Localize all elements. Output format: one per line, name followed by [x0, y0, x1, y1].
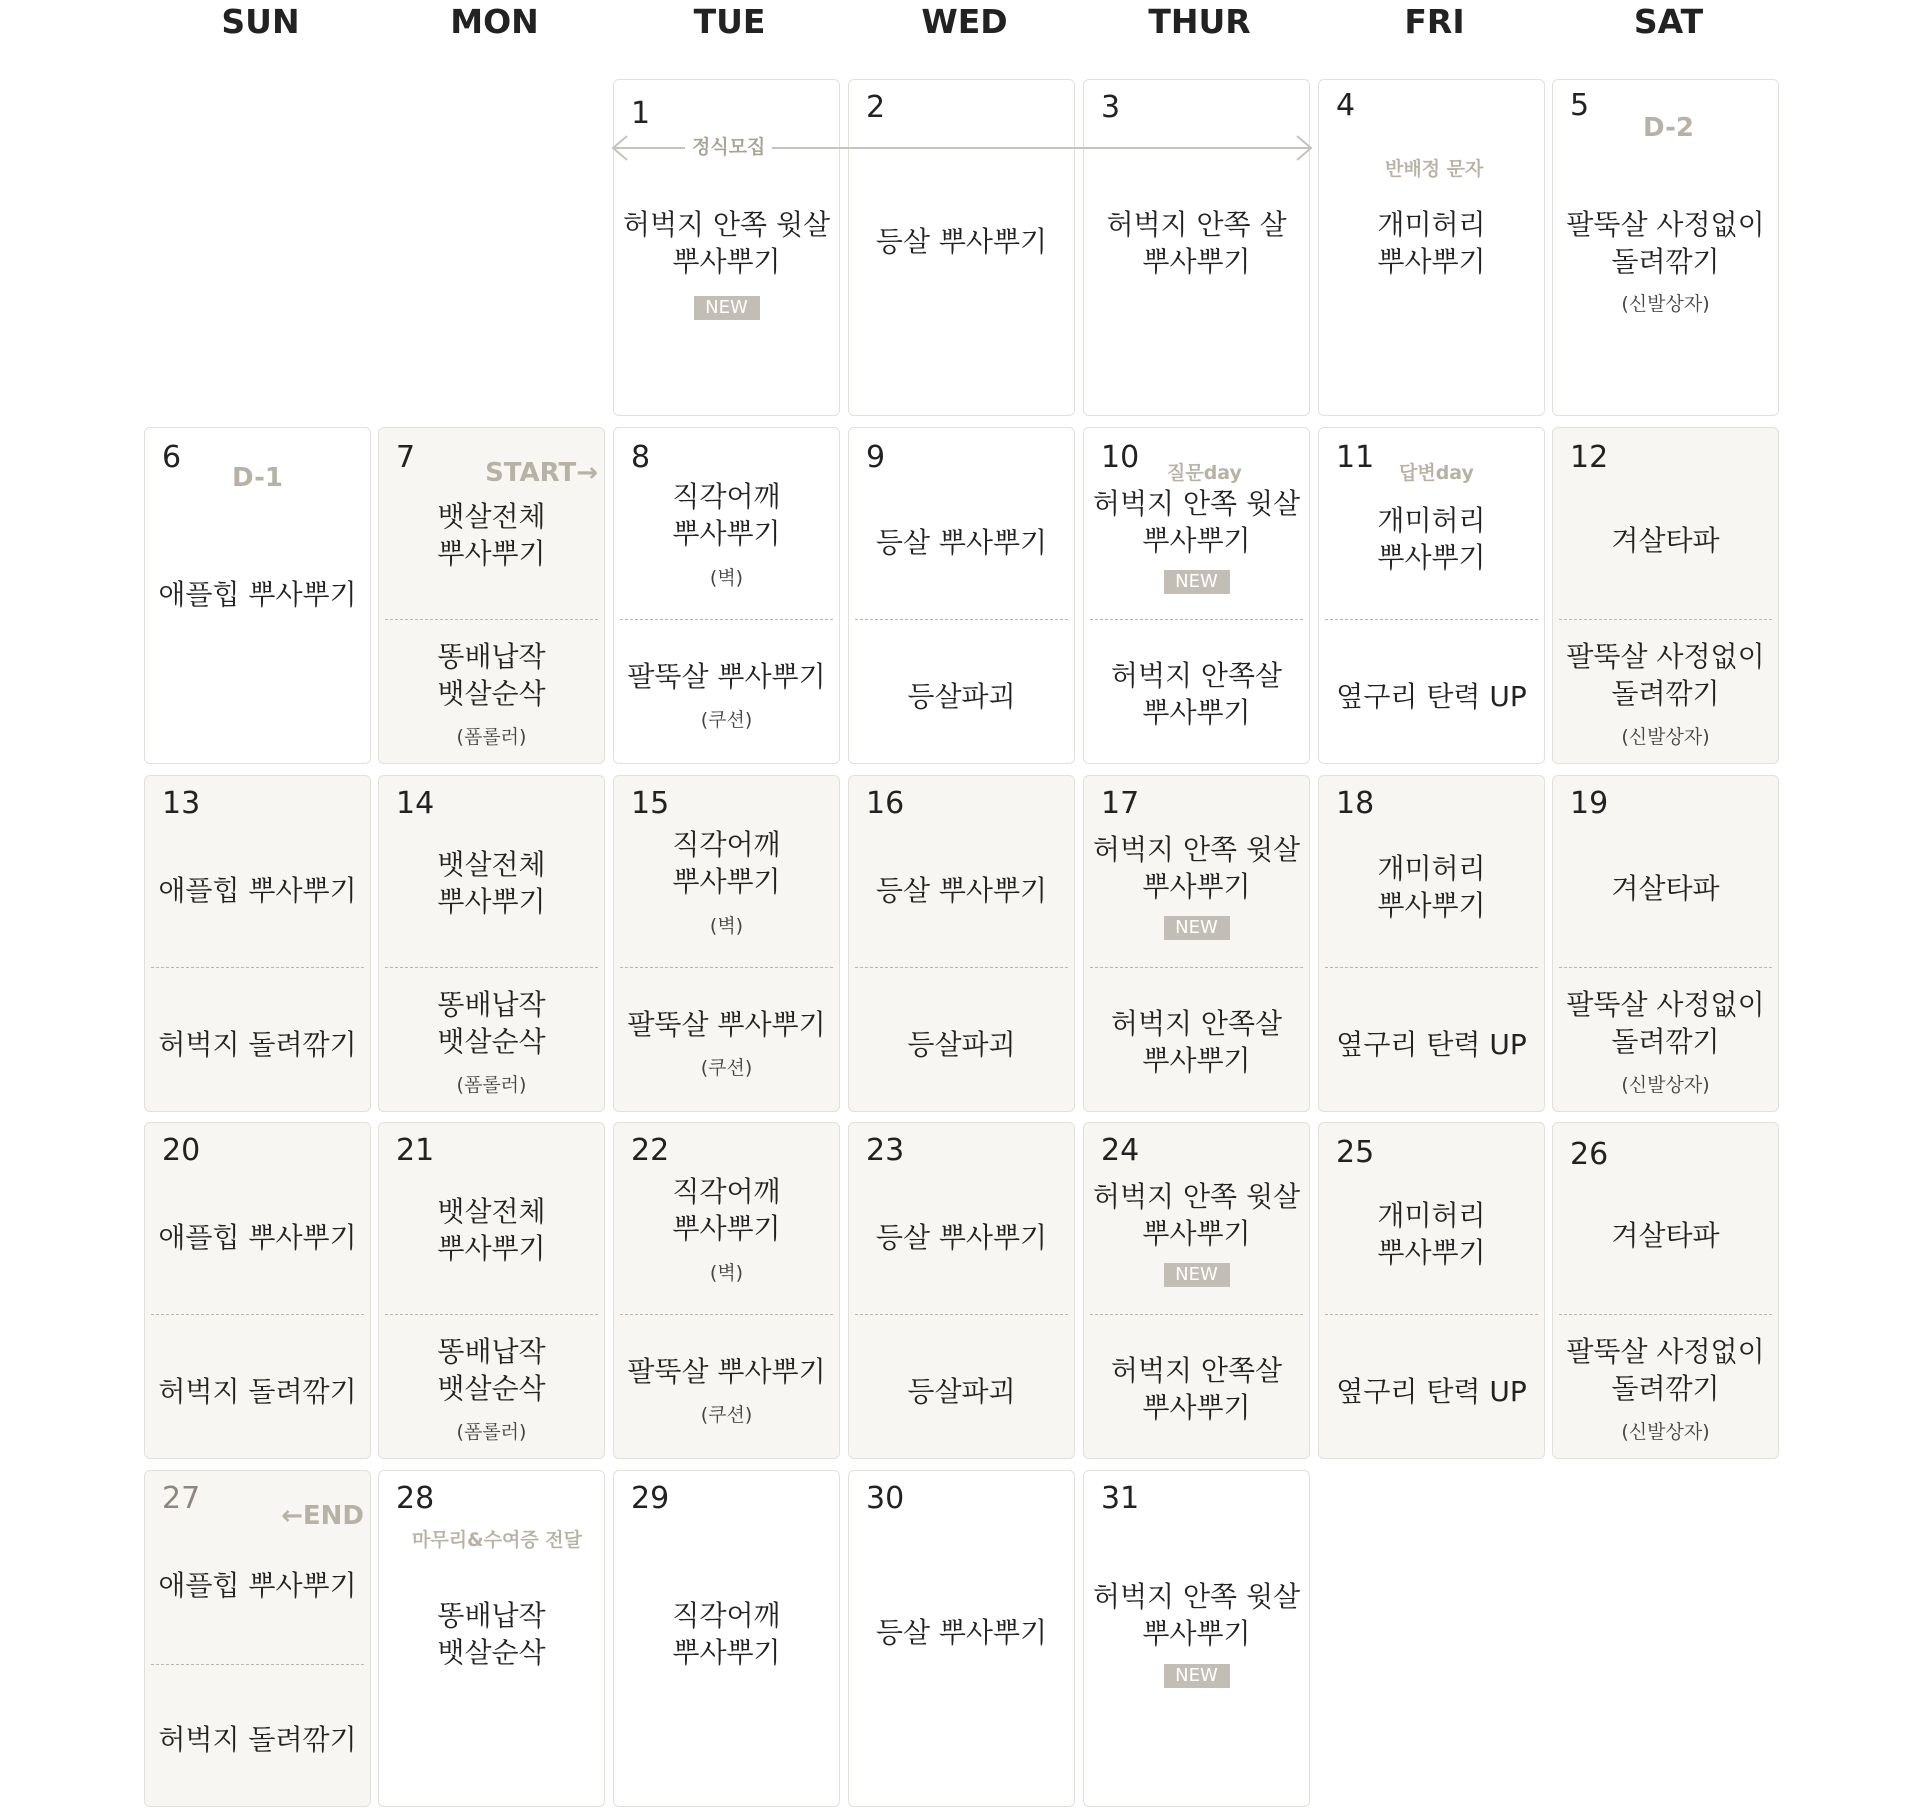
divider	[1090, 619, 1303, 620]
workout-title-top: 뱃살전체 뿌사뿌기	[437, 1195, 546, 1265]
day-number: 29	[631, 1481, 670, 1516]
divider	[855, 1314, 1068, 1315]
workout-title: 똥배납작 뱃살순삭	[437, 1599, 546, 1669]
workout-title-bottom: 똥배납작 뱃살순삭	[437, 1335, 546, 1405]
day-number: 20	[162, 1133, 201, 1168]
day-cell-25[interactable]	[1318, 1122, 1545, 1459]
equipment-note: (벽)	[709, 567, 744, 589]
new-badge: NEW	[1164, 1664, 1230, 1688]
day-cell-15[interactable]	[613, 775, 840, 1112]
countdown-label: D-1	[232, 463, 283, 493]
workout-title-top: 개미허리 뿌사뿌기	[1377, 852, 1486, 922]
workout-title: 애플힙 뿌사뿌기	[158, 578, 357, 611]
day-cell-24[interactable]	[1083, 1122, 1310, 1459]
workout-title-bottom: 똥배납작 뱃살순삭	[437, 988, 546, 1058]
divider	[1559, 967, 1772, 968]
day-number: 4	[1336, 88, 1356, 123]
weekday-tue: TUE	[693, 2, 766, 41]
day-cell-4[interactable]	[1318, 79, 1545, 416]
weekday-sun: SUN	[221, 2, 300, 41]
divider	[151, 1664, 364, 1665]
start-label: START→	[485, 458, 598, 488]
day-cell-3[interactable]	[1083, 79, 1310, 416]
new-badge: NEW	[694, 296, 760, 320]
day-number: 21	[396, 1133, 435, 1168]
workout-title-top: 애플힙 뿌사뿌기	[158, 1569, 357, 1602]
workout-title-bottom: 팔뚝살 뿌사뿌기	[627, 1008, 826, 1041]
divider	[1325, 619, 1538, 620]
event-label: 답변day	[1399, 462, 1474, 484]
day-number: 25	[1336, 1135, 1375, 1170]
equipment-note: (폼롤러)	[456, 1074, 527, 1096]
workout-title-bottom: 팔뚝살 사정없이 돌려깎기	[1566, 1335, 1765, 1405]
divider	[1325, 967, 1538, 968]
day-cell-19[interactable]	[1552, 775, 1779, 1112]
workout-title-top: 허벅지 안쪽 윗살 뿌사뿌기	[1092, 1180, 1301, 1250]
workout-title-top: 애플힙 뿌사뿌기	[158, 1221, 357, 1254]
day-cell-18[interactable]	[1318, 775, 1545, 1112]
day-number: 2	[866, 90, 886, 125]
day-cell-1[interactable]	[613, 79, 840, 416]
workout-title: 직각어깨 뿌사뿌기	[672, 1599, 781, 1669]
workout-title: 개미허리 뿌사뿌기	[1377, 208, 1486, 278]
equipment-note: (벽)	[709, 915, 744, 937]
day-cell-23[interactable]	[848, 1122, 1075, 1459]
day-cell-16[interactable]	[848, 775, 1075, 1112]
day-number: 11	[1336, 440, 1375, 475]
workout-title-top: 애플힙 뿌사뿌기	[158, 874, 357, 907]
day-number: 10	[1101, 440, 1140, 475]
workout-title: 허벅지 안쪽 윗살 뿌사뿌기	[622, 208, 831, 278]
divider	[385, 967, 598, 968]
event-label: 질문day	[1167, 462, 1242, 484]
workout-title-bottom: 팔뚝살 뿌사뿌기	[627, 1355, 826, 1388]
day-cell-5[interactable]	[1552, 79, 1779, 416]
workout-title-top: 직각어깨 뿌사뿌기	[672, 828, 781, 898]
day-cell-29[interactable]	[613, 1470, 840, 1807]
workout-title-bottom: 허벅지 돌려깎기	[158, 1375, 357, 1408]
day-number: 18	[1336, 786, 1375, 821]
workout-title-top: 허벅지 안쪽 윗살 뿌사뿌기	[1092, 487, 1301, 557]
day-number: 30	[866, 1481, 905, 1516]
day-cell-11[interactable]	[1318, 427, 1545, 764]
equipment-note: (벽)	[709, 1262, 744, 1284]
day-cell-22[interactable]	[613, 1122, 840, 1459]
day-cell-28[interactable]	[378, 1470, 605, 1807]
day-cell-13[interactable]	[144, 775, 371, 1112]
day-number: 31	[1101, 1481, 1140, 1516]
workout-title: 허벅지 안쪽 윗살 뿌사뿌기	[1092, 1580, 1301, 1650]
day-number: 13	[162, 786, 201, 821]
day-cell-27[interactable]	[144, 1470, 371, 1807]
equipment-note: (폼롤러)	[456, 726, 527, 748]
day-number: 5	[1570, 88, 1590, 123]
workout-title-top: 직각어깨 뿌사뿌기	[672, 1175, 781, 1245]
day-number: 17	[1101, 786, 1140, 821]
weekday-wed: WED	[921, 2, 1008, 41]
divider	[385, 1314, 598, 1315]
day-number: 28	[396, 1481, 435, 1516]
event-label: 마무리&수여증 전달	[412, 1529, 583, 1551]
workout-title: 등살 뿌사뿌기	[875, 1616, 1048, 1649]
equipment-note: (쿠션)	[700, 709, 753, 731]
equipment-note: (신발상자)	[1621, 1421, 1710, 1443]
workout-title-bottom: 허벅지 안쪽살 뿌사뿌기	[1110, 1354, 1283, 1424]
day-cell-30[interactable]	[848, 1470, 1075, 1807]
recruitment-period-arrow	[610, 134, 1314, 162]
workout-title-bottom: 허벅지 돌려깎기	[158, 1723, 357, 1756]
divider	[1325, 1314, 1538, 1315]
day-cell-8[interactable]	[613, 427, 840, 764]
workout-title-bottom: 허벅지 돌려깎기	[158, 1028, 357, 1061]
divider	[620, 1314, 833, 1315]
new-badge: NEW	[1164, 1263, 1230, 1287]
day-number: 22	[631, 1133, 670, 1168]
day-number: 26	[1570, 1137, 1609, 1172]
workout-title-top: 등살 뿌사뿌기	[875, 874, 1048, 907]
workout-title-bottom: 옆구리 탄력 UP	[1336, 680, 1527, 713]
day-number: 16	[866, 786, 905, 821]
day-number: 14	[396, 786, 435, 821]
day-number: 8	[631, 440, 651, 475]
workout-title-top: 개미허리 뿌사뿌기	[1377, 504, 1486, 574]
workout-title-bottom: 허벅지 안쪽살 뿌사뿌기	[1110, 1007, 1283, 1077]
day-number: 23	[866, 1133, 905, 1168]
new-badge: NEW	[1164, 570, 1230, 594]
workout-title-top: 개미허리 뿌사뿌기	[1377, 1199, 1486, 1269]
divider	[1559, 1314, 1772, 1315]
divider	[385, 619, 598, 620]
day-cell-31[interactable]	[1083, 1470, 1310, 1807]
day-cell-9[interactable]	[848, 427, 1075, 764]
workout-title-top: 뱃살전체 뿌사뿌기	[437, 848, 546, 918]
divider	[151, 1314, 364, 1315]
divider	[1559, 619, 1772, 620]
workout-title-bottom: 팔뚝살 뿌사뿌기	[627, 660, 826, 693]
workout-title-top: 겨살타파	[1611, 524, 1720, 557]
countdown-label: D-2	[1643, 113, 1694, 143]
weekday-fri: FRI	[1404, 2, 1465, 41]
equipment-note: (폼롤러)	[456, 1421, 527, 1443]
workout-title-top: 등살 뿌사뿌기	[875, 526, 1048, 559]
recruitment-label: 정식모집	[685, 134, 772, 160]
day-cell-6[interactable]	[144, 427, 371, 764]
workout-title-bottom: 등살파괴	[907, 1375, 1016, 1408]
day-cell-26[interactable]	[1552, 1122, 1779, 1459]
equipment-note: (쿠션)	[700, 1404, 753, 1426]
workout-title: 등살 뿌사뿌기	[875, 225, 1048, 258]
weekday-mon: MON	[450, 2, 539, 41]
day-number: 27	[162, 1481, 201, 1516]
workout-title-bottom: 팔뚝살 사정없이 돌려깎기	[1566, 988, 1765, 1058]
workout-title-top: 겨살타파	[1611, 872, 1720, 905]
event-label: 반배정 문자	[1385, 158, 1484, 180]
workout-title-bottom: 옆구리 탄력 UP	[1336, 1028, 1527, 1061]
day-number: 19	[1570, 786, 1609, 821]
divider	[1090, 1314, 1303, 1315]
day-cell-17[interactable]	[1083, 775, 1310, 1112]
day-cell-2[interactable]	[848, 79, 1075, 416]
day-number: 6	[162, 440, 182, 475]
workout-title-bottom: 팔뚝살 사정없이 돌려깎기	[1566, 640, 1765, 710]
day-number: 1	[631, 96, 651, 131]
day-cell-7[interactable]	[378, 427, 605, 764]
day-cell-20[interactable]	[144, 1122, 371, 1459]
workout-title-bottom: 옆구리 탄력 UP	[1336, 1375, 1527, 1408]
day-number: 7	[396, 440, 416, 475]
divider	[1090, 967, 1303, 968]
workout-title: 허벅지 안쪽 살 뿌사뿌기	[1106, 208, 1287, 278]
workout-title-top: 뱃살전체 뿌사뿌기	[437, 500, 546, 570]
day-number: 9	[866, 440, 886, 475]
new-badge: NEW	[1164, 916, 1230, 940]
equipment-note: (신발상자)	[1621, 726, 1710, 748]
workout-title-bottom: 등살파괴	[907, 1028, 1016, 1061]
workout-title-top: 허벅지 안쪽 윗살 뿌사뿌기	[1092, 833, 1301, 903]
weekday-thur: THUR	[1148, 2, 1251, 41]
equipment-note: (쿠션)	[700, 1057, 753, 1079]
weekday-sat: SAT	[1633, 2, 1704, 41]
workout-title-bottom: 똥배납작 뱃살순삭	[437, 640, 546, 710]
day-number: 12	[1570, 440, 1609, 475]
workout-title-top: 직각어깨 뿌사뿌기	[672, 480, 781, 550]
day-number: 3	[1101, 90, 1121, 125]
day-number: 15	[631, 786, 670, 821]
divider	[855, 967, 1068, 968]
workout-title-top: 등살 뿌사뿌기	[875, 1221, 1048, 1254]
equipment-note: (신발상자)	[1621, 293, 1710, 315]
workout-title-top: 겨살타파	[1611, 1219, 1720, 1252]
equipment-note: (신발상자)	[1621, 1074, 1710, 1096]
workout-title: 팔뚝살 사정없이 돌려깎기	[1566, 208, 1765, 278]
workout-title-bottom: 등살파괴	[907, 680, 1016, 713]
divider	[151, 967, 364, 968]
day-cell-12[interactable]	[1552, 427, 1779, 764]
workout-title-bottom: 허벅지 안쪽살 뿌사뿌기	[1110, 659, 1283, 729]
end-label: ←END	[281, 1501, 364, 1531]
divider	[620, 967, 833, 968]
day-number: 24	[1101, 1133, 1140, 1168]
divider	[620, 619, 833, 620]
day-cell-14[interactable]	[378, 775, 605, 1112]
day-cell-21[interactable]	[378, 1122, 605, 1459]
divider	[855, 619, 1068, 620]
day-cell-10[interactable]	[1083, 427, 1310, 764]
